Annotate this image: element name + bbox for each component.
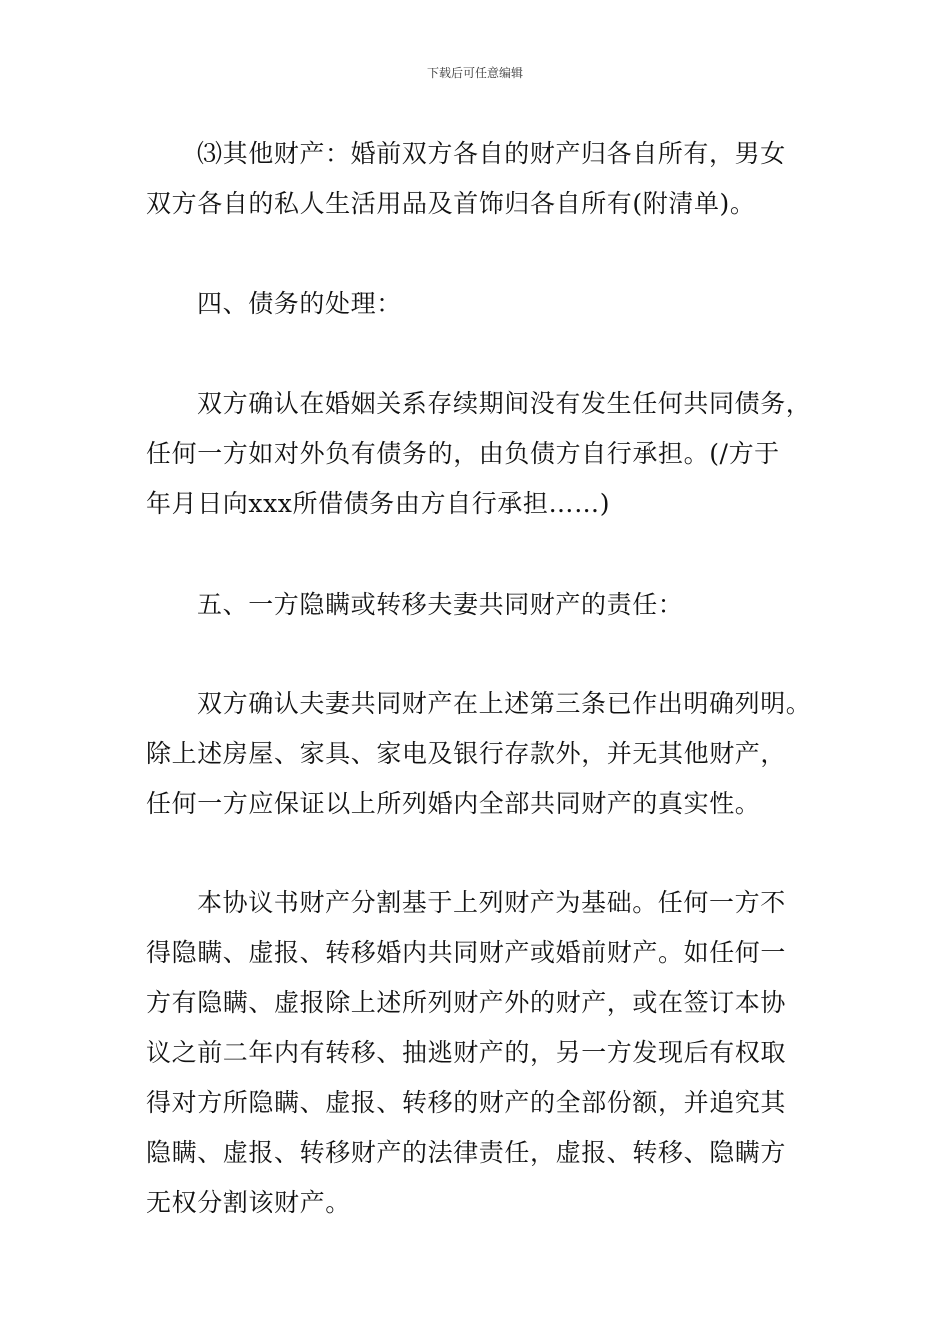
- text-line: ⑶其他财产：婚前双方各自的财产归各自所有，男女: [197, 139, 786, 168]
- page-header: 下载后可任意编辑: [426, 66, 523, 80]
- text-line: 无权分割该财产。: [146, 1188, 351, 1217]
- text-line: 任何一方如对外负有债务的，由负债方自行承担。(/方于: [146, 439, 780, 468]
- text-line: 除上述房屋、家具、家电及银行存款外，并无其他财产，: [146, 739, 787, 768]
- text-line: 双方确认在婚姻关系存续期间没有发生任何共同债务，: [197, 389, 812, 418]
- section-heading: 五、一方隐瞒或转移夫妻共同财产的责任：: [197, 590, 684, 619]
- text-line: 年月日向xxx所借债务由方自行承担……): [146, 489, 611, 518]
- text-line: 双方确认夫妻共同财产在上述第三条已作出明确列明。: [197, 689, 812, 718]
- text-line: 得隐瞒、虚报、转移婚内共同财产或婚前财产。如任何一: [146, 938, 787, 967]
- text-line: 隐瞒、虚报、转移财产的法律责任，虚报、转移、隐瞒方: [146, 1138, 787, 1167]
- text-line: 双方各自的私人生活用品及首饰归各自所有(附清单)。: [146, 189, 756, 218]
- text-line: 任何一方应保证以上所列婚内全部共同财产的真实性。: [146, 789, 761, 818]
- section-heading: 四、债务的处理：: [197, 289, 402, 318]
- text-line: 方有隐瞒、虚报除上述所列财产外的财产，或在签订本协: [146, 988, 787, 1017]
- text-line: 议之前二年内有转移、抽逃财产的，另一方发现后有权取: [146, 1038, 787, 1067]
- text-line: 本协议书财产分割基于上列财产为基础。任何一方不: [197, 888, 786, 917]
- text-line: 得对方所隐瞒、虚报、转移的财产的全部份额，并追究其: [146, 1088, 787, 1117]
